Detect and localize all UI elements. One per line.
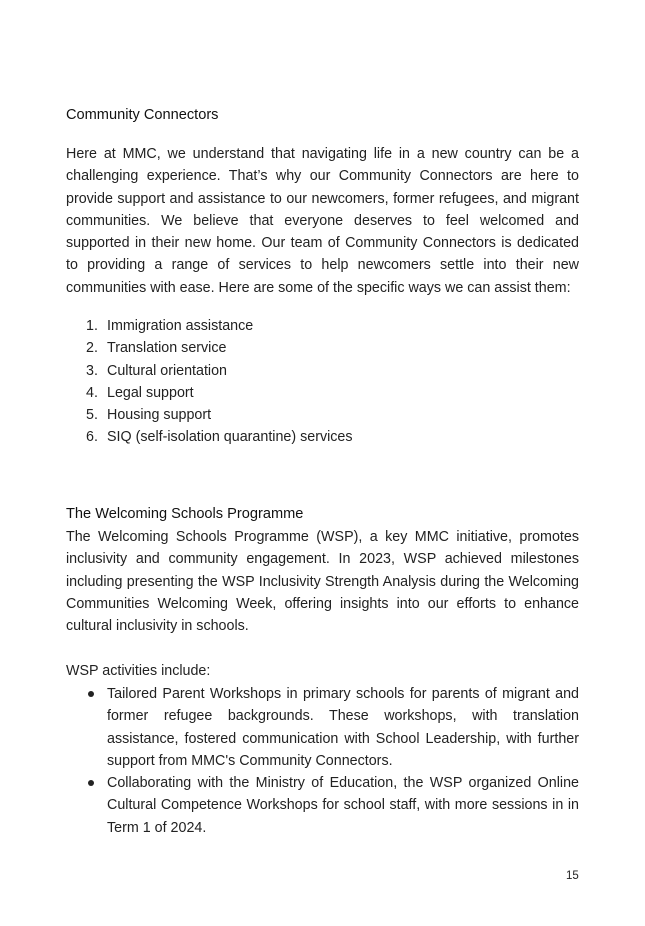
services-list (66, 315, 579, 449)
activities-list (66, 683, 579, 839)
list-item: 3. Cultural orientation (86, 362, 228, 379)
welcoming-schools-paragraph: The Welcoming Schools Programme (WSP), a key MMC initiative, promotes inclusivity and community engagement. In 2023, WSP achieved milestones including presenting the WSP Inclusivity Strength Analysis during the Welcoming Communities Welcoming Week, offering insights into our efforts to enhance cultural inclusivity in schools. (66, 529, 579, 635)
list-item: 2. Translation service (86, 340, 227, 357)
section-heading-community-connectors: Community Connectors (66, 107, 219, 123)
list-item: 1. Immigration assistance (86, 318, 254, 334)
list-item: 6. SIQ (self-isolation quarantine) services (86, 429, 353, 446)
list-item: Collaborating with the Ministry of Education, the WSP organized Online Cultural Competence Workshops for school staff, with more sessions in in Term 1 of 2024. (66, 772, 579, 839)
page-number: 15 (566, 870, 579, 882)
activities-intro: WSP activities include: (66, 663, 211, 679)
community-connectors-paragraph: Here at MMC, we understand that navigating life in a new country can be a challenging experience. That’s why our Community Connectors are here to provide support and assistance to our newcomers, former refugees, and migrant communities. We believe that everyone deserves to feel welcomed and supported in their new home. Our team of Community Connectors is dedicated to providing a range of services to help newcomers settle into their new communities with ease. Here are some of the specific ways we can assist them: (66, 146, 579, 296)
section-heading-welcoming-schools: The Welcoming Schools Programme (66, 506, 304, 522)
bullet-icon (88, 691, 94, 697)
list-item: 5. Housing support (86, 407, 212, 424)
list-item: Tailored Parent Workshops in primary schools for parents of migrant and former refugee backgrounds. These workshops, with translation assistance, fostered communication with School Leadership, with further support from MMC's Community Connectors. (66, 683, 579, 772)
list-item: 4. Legal support (86, 384, 194, 401)
bullet-icon (88, 780, 94, 786)
